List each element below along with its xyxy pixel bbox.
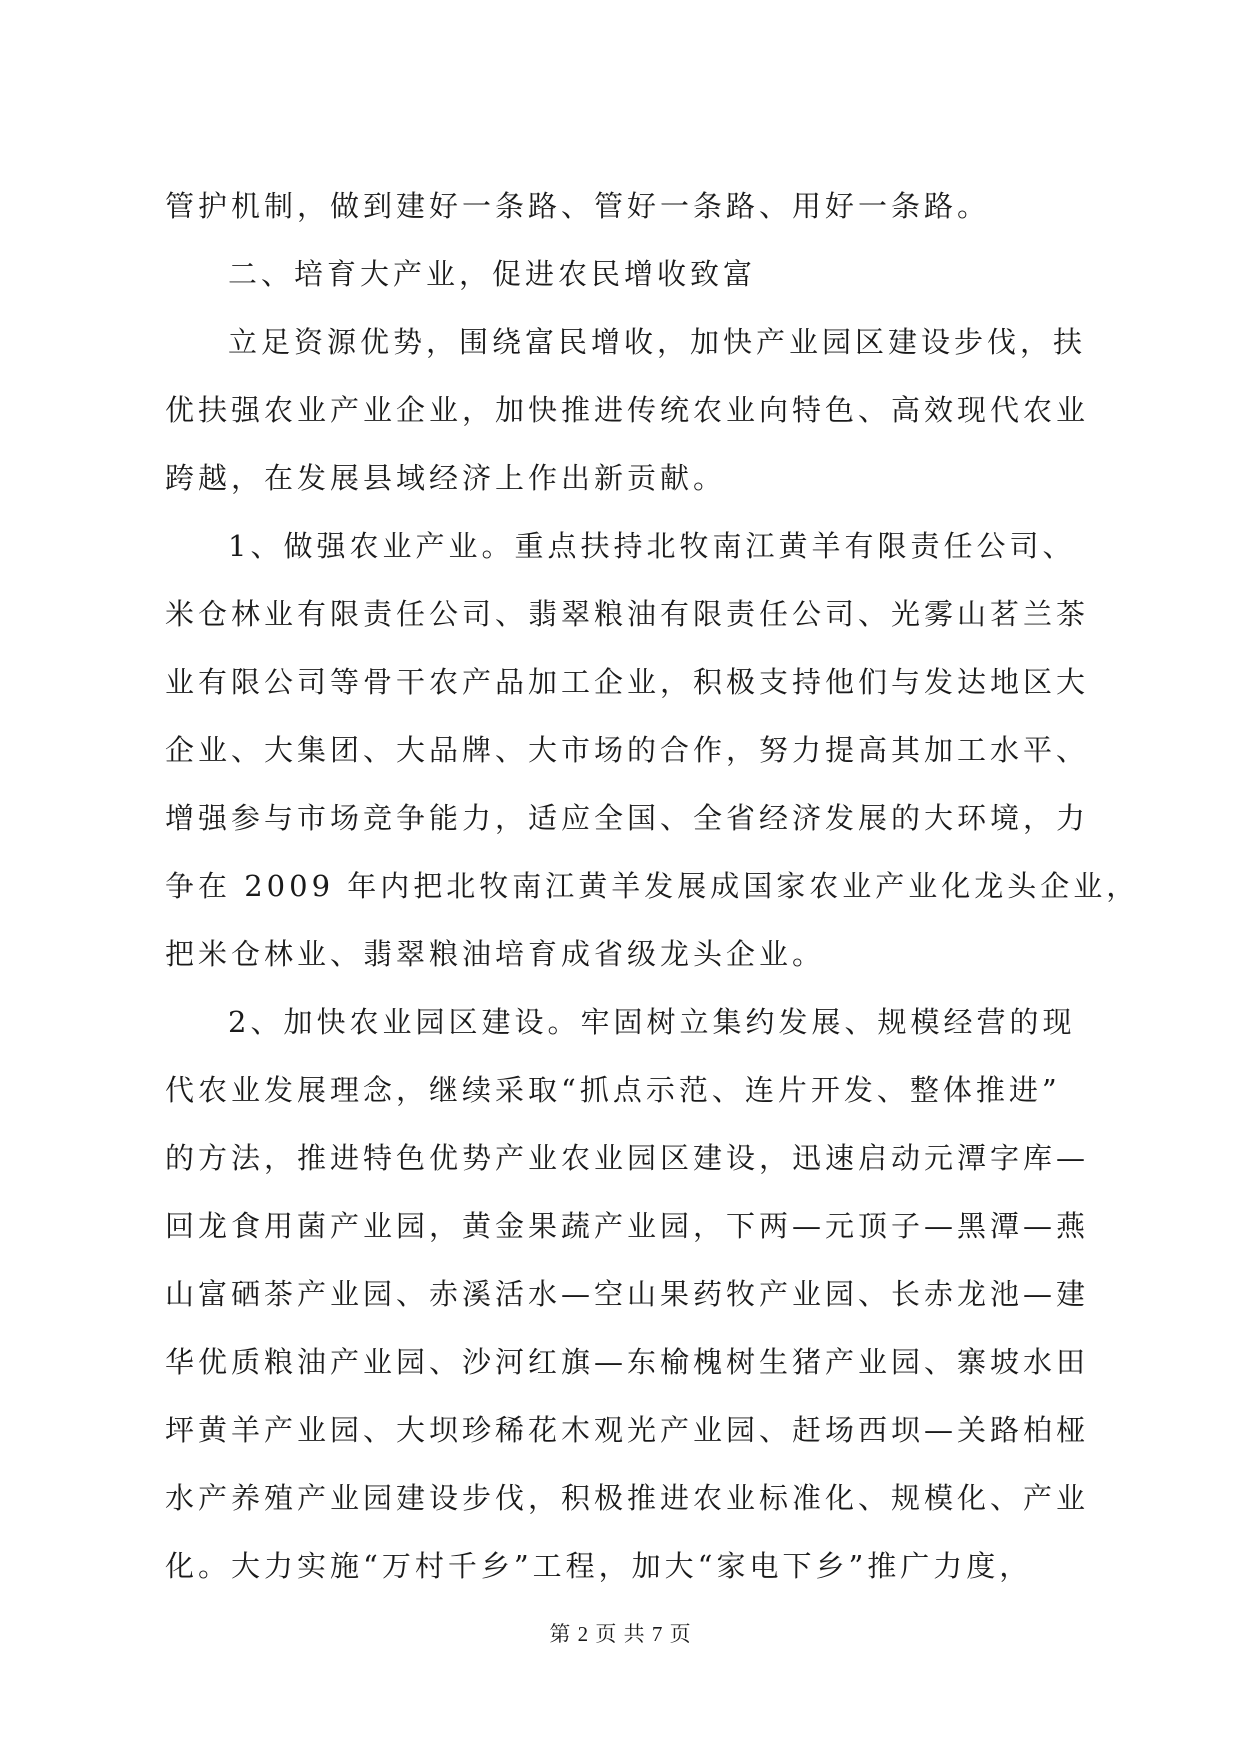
body-line: 的方法，推进特色优势产业农业园区建设，迅速启动元潭字库— [165,1141,1090,1175]
page-number-footer: 第 2 页 共 7 页 [549,1622,692,1646]
body-line: 化。大力实施“万村千乡”工程，加大“家电下乡”推广力度， [165,1549,1033,1583]
body-line: 优扶强农业产业企业，加快推进传统农业向特色、高效现代农业 [165,393,1090,427]
body-line: 山富硒茶产业园、赤溪活水—空山果药牧产业园、长赤龙池—建 [165,1277,1090,1311]
body-line: 增强参与市场竞争能力，适应全国、全省经济发展的大环境，力 [165,801,1090,835]
body-line: 米仓林业有限责任公司、翡翠粮油有限责任公司、光雾山茗兰茶 [165,597,1090,631]
body-line: 回龙食用菌产业园，黄金果蔬产业园，下两—元顶子—黑潭—燕 [165,1209,1090,1243]
body-line: 把米仓林业、翡翠粮油培育成省级龙头企业。 [165,937,826,971]
body-line: 1、做强农业产业。重点扶持北牧南江黄羊有限责任公司、 [228,529,1076,563]
body-line: 立足资源优势，围绕富民增收，加快产业园区建设步伐，扶 [228,325,1087,359]
body-line: 华优质粮油产业园、沙河红旗—东榆槐树生猪产业园、寨坡水田 [165,1345,1090,1379]
body-line: 水产养殖产业园建设步伐，积极推进农业标准化、规模化、产业 [165,1481,1090,1515]
body-line: 代农业发展理念，继续采取“抓点示范、连片开发、整体推进” [165,1073,1061,1107]
body-line: 争在 2009 年内把北牧南江黄羊发展成国家农业产业化龙头企业， [165,869,1140,903]
body-line: 坪黄羊产业园、大坝珍稀花木观光产业园、赶场西坝—关路柏桠 [165,1413,1090,1447]
body-line: 跨越，在发展县域经济上作出新贡献。 [165,461,727,495]
body-line: 管护机制，做到建好一条路、管好一条路、用好一条路。 [165,189,991,223]
body-line: 企业、大集团、大品牌、大市场的合作，努力提高其加工水平、 [165,733,1090,767]
section-heading: 二、培育大产业，促进农民增收致富 [228,257,757,291]
body-line: 业有限公司等骨干农产品加工企业，积极支持他们与发达地区大 [165,665,1090,699]
body-line: 2、加快农业园区建设。牢固树立集约发展、规模经营的现 [228,1005,1076,1039]
